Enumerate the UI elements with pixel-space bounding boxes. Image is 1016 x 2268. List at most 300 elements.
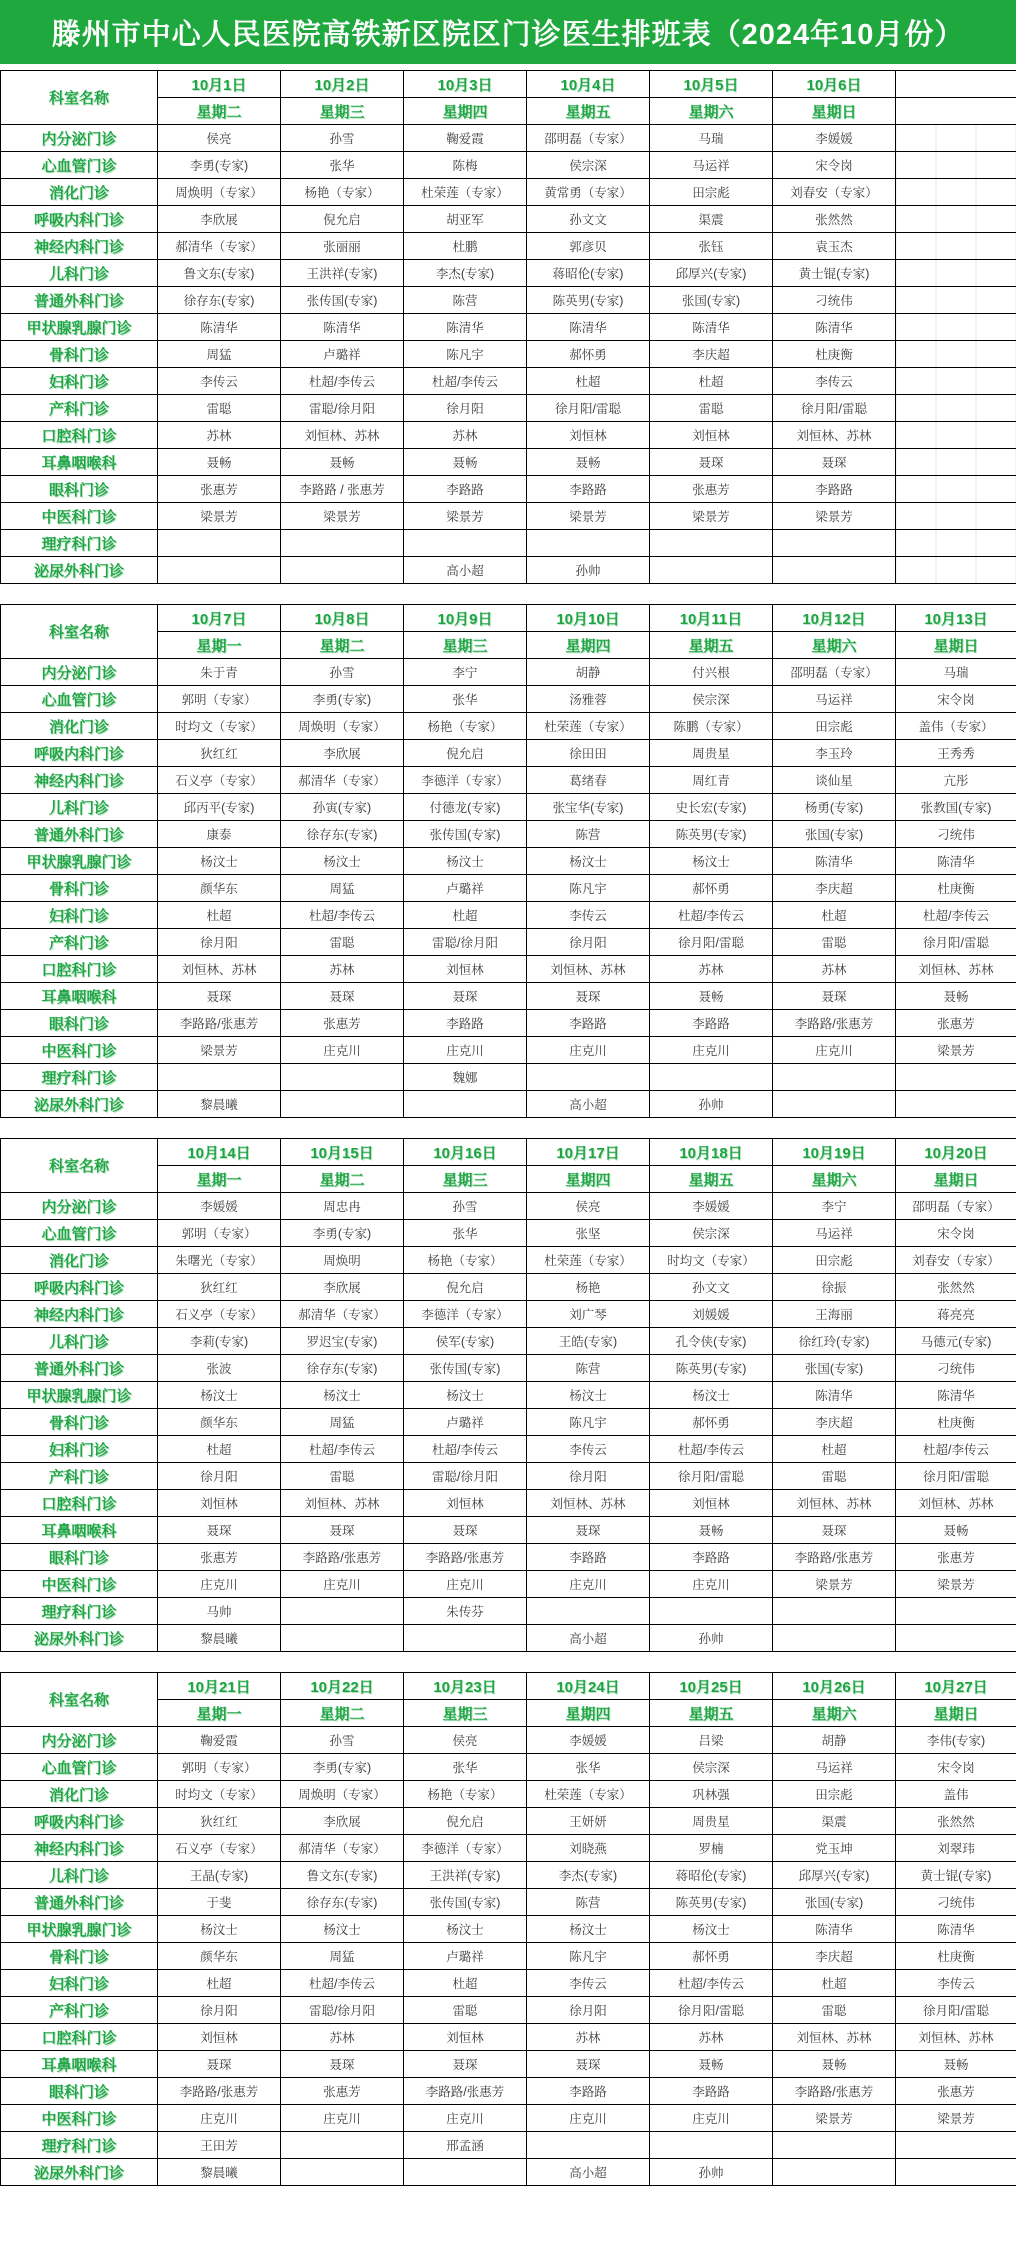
schedule-cell: 郝清华（专家）: [281, 1301, 404, 1328]
schedule-cell: 徐月阳: [404, 395, 527, 422]
schedule-cell: 李路路/张惠芳: [773, 1010, 896, 1037]
schedule-cell: 李勇(专家): [158, 152, 281, 179]
schedule-cell: 倪允启: [404, 740, 527, 767]
schedule-cell: 孔令侠(专家): [650, 1328, 773, 1355]
date-header-cell: 10月21日: [158, 1673, 281, 1700]
schedule-cell: 倪允启: [404, 1808, 527, 1835]
department-cell: 产科门诊: [1, 395, 158, 422]
table-row: [1, 983, 1016, 1010]
date-header-cell: [896, 71, 1016, 98]
department-cell: 甲状腺乳腺门诊: [1, 314, 158, 341]
schedule-cell: [896, 341, 1016, 368]
schedule-cell: 刘春安（专家）: [896, 1247, 1016, 1274]
schedule-cell: 鞠爱霞: [158, 1727, 281, 1754]
schedule-cell: 徐存东(专家): [281, 1889, 404, 1916]
schedule-cell: 张传国(专家): [404, 1889, 527, 1916]
schedule-cell: 聂琛: [773, 1517, 896, 1544]
table-row: [1, 1571, 1016, 1598]
department-cell: 中医科门诊: [1, 1037, 158, 1064]
schedule-cell: 蒋昭伦(专家): [527, 260, 650, 287]
schedule-cell: 梁景芳: [896, 2105, 1016, 2132]
schedule-cell: 聂畅: [281, 449, 404, 476]
schedule-cell: 杜鹏: [404, 233, 527, 260]
schedule-cell: 康泰: [158, 821, 281, 848]
schedule-cell: 李传云: [158, 368, 281, 395]
schedule-cell: 李路路: [527, 1010, 650, 1037]
schedule-cell: 徐月阳/雷聪: [527, 395, 650, 422]
schedule-cell: 杨汶士: [650, 1916, 773, 1943]
department-cell: 妇科门诊: [1, 1436, 158, 1463]
date-header-cell: 10月25日: [650, 1673, 773, 1700]
schedule-cell: 周猛: [281, 1409, 404, 1436]
department-cell: 内分泌门诊: [1, 659, 158, 686]
schedule-cell: [896, 368, 1016, 395]
department-cell: 心血管门诊: [1, 1754, 158, 1781]
schedule-cell: 党玉坤: [773, 1835, 896, 1862]
schedule-cell: 颜华东: [158, 1409, 281, 1436]
schedule-cell: 吕梁: [650, 1727, 773, 1754]
date-header-cell: 10月6日: [773, 71, 896, 98]
week-2-table: [0, 604, 1016, 1118]
weekday-header-cell: 星期一: [158, 1166, 281, 1193]
schedule-cell: 苏林: [773, 956, 896, 983]
schedule-cell: 庄克川: [527, 1037, 650, 1064]
schedule-cell: 杨勇(专家): [773, 794, 896, 821]
table-row: [1, 233, 1016, 260]
schedule-cell: 雷聪: [158, 395, 281, 422]
schedule-cell: 聂畅: [896, 1517, 1016, 1544]
schedule-cell: 郝怀勇: [650, 1943, 773, 1970]
schedule-cell: 付德龙(专家): [404, 794, 527, 821]
table-row: [1, 2132, 1016, 2159]
date-header-cell: 10月11日: [650, 605, 773, 632]
schedule-cell: 卢璐祥: [404, 1409, 527, 1436]
schedule-cell: 李宁: [404, 659, 527, 686]
department-cell: 神经内科门诊: [1, 1301, 158, 1328]
schedule-cell: 杜荣莲（专家）: [527, 1247, 650, 1274]
schedule-cell: 张惠芳: [896, 1544, 1016, 1571]
schedule-cell: 陈营: [527, 1889, 650, 1916]
department-cell: 甲状腺乳腺门诊: [1, 848, 158, 875]
schedule-cell: 高小超: [404, 557, 527, 584]
weekday-header-cell: 星期二: [281, 632, 404, 659]
schedule-cell: 宋令岗: [896, 1220, 1016, 1247]
weekday-header-cell: 星期三: [281, 98, 404, 125]
schedule-cell: 李路路: [650, 2078, 773, 2105]
department-cell: 妇科门诊: [1, 1970, 158, 1997]
table-row: [1, 206, 1016, 233]
department-cell: 中医科门诊: [1, 2105, 158, 2132]
schedule-cell: 王秀秀: [896, 740, 1016, 767]
department-cell: 普通外科门诊: [1, 287, 158, 314]
schedule-cell: 盖伟: [896, 1781, 1016, 1808]
schedule-cell: 周贵星: [650, 740, 773, 767]
schedule-cell: 张华: [404, 686, 527, 713]
department-cell: 口腔科门诊: [1, 422, 158, 449]
schedule-cell: 张国(专家): [650, 287, 773, 314]
schedule-cell: 刘恒林、苏林: [773, 422, 896, 449]
schedule-cell: 孙雪: [281, 125, 404, 152]
schedule-cell: 杜超/李传云: [650, 1436, 773, 1463]
department-cell: 骨科门诊: [1, 1943, 158, 1970]
schedule-cell: [281, 1598, 404, 1625]
department-cell: 心血管门诊: [1, 686, 158, 713]
table-row: [1, 1037, 1016, 1064]
schedule-cell: 陈营: [404, 287, 527, 314]
schedule-cell: 李路路: [527, 2078, 650, 2105]
table-row: [1, 902, 1016, 929]
department-cell: 产科门诊: [1, 1463, 158, 1490]
schedule-cell: 马帅: [158, 1598, 281, 1625]
department-cell: 泌尿外科门诊: [1, 557, 158, 584]
department-cell: 理疗科门诊: [1, 530, 158, 557]
department-cell: 儿科门诊: [1, 1328, 158, 1355]
department-cell: 妇科门诊: [1, 902, 158, 929]
schedule-cell: 徐月阳/雷聪: [896, 1463, 1016, 1490]
schedule-cell: 苏林: [650, 956, 773, 983]
weekday-header-cell: 星期六: [773, 1166, 896, 1193]
schedule-cell: 梁景芳: [896, 1571, 1016, 1598]
schedule-cell: 胡静: [527, 659, 650, 686]
schedule-cell: [650, 1598, 773, 1625]
department-cell: 骨科门诊: [1, 1409, 158, 1436]
schedule-cell: 李欣展: [158, 206, 281, 233]
date-header-cell: 10月10日: [527, 605, 650, 632]
schedule-cell: 陈清华: [896, 1916, 1016, 1943]
schedule-cell: 刘恒林、苏林: [896, 2024, 1016, 2051]
department-cell: 耳鼻咽喉科: [1, 1517, 158, 1544]
date-header-cell: 10月24日: [527, 1673, 650, 1700]
schedule-cell: [281, 530, 404, 557]
schedule-cell: 雷聪: [650, 395, 773, 422]
table-row: [1, 1091, 1016, 1118]
table-row: [1, 2024, 1016, 2051]
schedule-cell: 庄克川: [650, 1037, 773, 1064]
schedule-cell: 邢孟涵: [404, 2132, 527, 2159]
schedule-cell: [896, 179, 1016, 206]
schedule-cell: 刘恒林、苏林: [281, 1490, 404, 1517]
table-row: [1, 503, 1016, 530]
schedule-cell: 张丽丽: [281, 233, 404, 260]
schedule-cell: [896, 1598, 1016, 1625]
schedule-cell: 张然然: [773, 206, 896, 233]
date-header-cell: 10月26日: [773, 1673, 896, 1700]
schedule-cell: [896, 206, 1016, 233]
table-row: [1, 179, 1016, 206]
schedule-cell: 庄克川: [773, 1037, 896, 1064]
table-row: [1, 530, 1016, 557]
schedule-cell: 梁景芳: [404, 503, 527, 530]
department-cell: 消化门诊: [1, 1781, 158, 1808]
schedule-cell: 雷聪: [404, 1997, 527, 2024]
schedule-cell: 田宗彪: [650, 179, 773, 206]
schedule-cell: 李德洋（专家）: [404, 1301, 527, 1328]
department-column-header: 科室名称: [1, 605, 158, 659]
schedule-cell: 史长宏(专家): [650, 794, 773, 821]
schedule-cell: 刘恒林: [404, 1490, 527, 1517]
schedule-cell: [773, 1091, 896, 1118]
schedule-cell: 田宗彪: [773, 713, 896, 740]
schedule-cell: 时均文（专家）: [650, 1247, 773, 1274]
schedule-cell: 刘恒林: [650, 1490, 773, 1517]
table-row: [1, 1463, 1016, 1490]
schedule-cell: 张教国(专家): [896, 794, 1016, 821]
schedule-cell: 邵明磊（专家）: [527, 125, 650, 152]
table-row: [1, 740, 1016, 767]
weekday-header-cell: 星期三: [404, 1700, 527, 1727]
schedule-cell: 陈凡宇: [527, 875, 650, 902]
schedule-cell: 宋令岗: [896, 686, 1016, 713]
schedule-cell: 陈清华: [896, 1382, 1016, 1409]
schedule-cell: 刘翠玮: [896, 1835, 1016, 1862]
schedule-cell: 杜超/李传云: [650, 1970, 773, 1997]
weekday-header-cell: 星期六: [773, 1700, 896, 1727]
schedule-cell: 杜超: [158, 1970, 281, 1997]
table-row: [1, 1064, 1016, 1091]
table-row: [1, 1835, 1016, 1862]
schedule-cell: 杜超: [158, 1436, 281, 1463]
schedule-cell: 杜庚衡: [896, 1409, 1016, 1436]
table-row: [1, 929, 1016, 956]
schedule-cell: 高小超: [527, 2159, 650, 2186]
schedule-cell: 李路路/张惠芳: [158, 2078, 281, 2105]
schedule-cell: 葛绪春: [527, 767, 650, 794]
department-cell: 泌尿外科门诊: [1, 2159, 158, 2186]
schedule-cell: 周忠冉: [281, 1193, 404, 1220]
schedule-cell: 杨汶士: [404, 1916, 527, 1943]
schedule-cell: 王皓(专家): [527, 1328, 650, 1355]
schedule-cell: 胡亚军: [404, 206, 527, 233]
table-row: [1, 1754, 1016, 1781]
schedule-cell: 徐月阳: [527, 1463, 650, 1490]
schedule-cell: 庄克川: [650, 1571, 773, 1598]
schedule-cell: 郝怀勇: [650, 1409, 773, 1436]
schedule-cell: 杨艳（专家）: [404, 1781, 527, 1808]
table-row: [1, 1862, 1016, 1889]
schedule-cell: [896, 476, 1016, 503]
table-row: [1, 557, 1016, 584]
table-row: [1, 422, 1016, 449]
schedule-cell: 杜荣莲（专家）: [527, 713, 650, 740]
schedule-cell: 梁景芳: [773, 503, 896, 530]
schedule-cell: 陈英男(专家): [650, 1355, 773, 1382]
schedule-cell: 孙帅: [527, 557, 650, 584]
schedule-cell: 陈清华: [158, 314, 281, 341]
schedule-cell: 张华: [281, 152, 404, 179]
schedule-cell: 聂琛: [650, 449, 773, 476]
schedule-cell: 杜超/李传云: [404, 1436, 527, 1463]
schedule-cell: 梁景芳: [158, 503, 281, 530]
schedule-cell: 梁景芳: [650, 503, 773, 530]
schedule-cell: 狄红红: [158, 1274, 281, 1301]
schedule-cell: 苏林: [281, 2024, 404, 2051]
schedule-cell: 聂琛: [158, 2051, 281, 2078]
schedule-cell: 陈清华: [773, 1916, 896, 1943]
schedule-cell: 侯宗深: [527, 152, 650, 179]
weekday-header-cell: 星期四: [527, 1166, 650, 1193]
table-row: [1, 2105, 1016, 2132]
schedule-cell: 张华: [404, 1220, 527, 1247]
schedule-cell: 陈凡宇: [527, 1409, 650, 1436]
schedule-cell: 盖伟（专家）: [896, 713, 1016, 740]
table-row: [1, 1517, 1016, 1544]
schedule-cell: [896, 152, 1016, 179]
schedule-cell: 陈凡宇: [404, 341, 527, 368]
schedule-cell: 聂畅: [527, 449, 650, 476]
schedule-cell: 李媛媛: [527, 1727, 650, 1754]
schedule-cell: 李路路/张惠芳: [158, 1010, 281, 1037]
schedule-cell: [404, 530, 527, 557]
schedule-cell: 刘广琴: [527, 1301, 650, 1328]
schedule-cell: 梁景芳: [158, 1037, 281, 1064]
schedule-cell: 陈凡宇: [527, 1943, 650, 1970]
schedule-cell: 苏林: [281, 956, 404, 983]
schedule-cell: 徐月阳/雷聪: [650, 1463, 773, 1490]
department-cell: 神经内科门诊: [1, 1835, 158, 1862]
schedule-cell: 杜庚衡: [773, 341, 896, 368]
schedule-cell: 刘恒林、苏林: [773, 2024, 896, 2051]
department-cell: 呼吸内科门诊: [1, 206, 158, 233]
schedule-cell: [773, 2132, 896, 2159]
schedule-cell: 庄克川: [527, 2105, 650, 2132]
schedule-cell: 陈营: [527, 821, 650, 848]
department-cell: 泌尿外科门诊: [1, 1625, 158, 1652]
schedule-cell: 李宁: [773, 1193, 896, 1220]
schedule-cell: 聂琛: [281, 1517, 404, 1544]
schedule-cell: 聂琛: [527, 1517, 650, 1544]
schedule-cell: 刁统伟: [896, 1889, 1016, 1916]
schedule-cell: 陈清华: [404, 314, 527, 341]
weekday-header-cell: 星期六: [773, 632, 896, 659]
schedule-cell: 李德洋（专家）: [404, 1835, 527, 1862]
department-cell: 耳鼻咽喉科: [1, 983, 158, 1010]
schedule-cell: 付兴根: [650, 659, 773, 686]
schedule-cell: 陈清华: [773, 848, 896, 875]
schedule-cell: 卢璐祥: [404, 1943, 527, 1970]
weekday-header-cell: 星期一: [158, 632, 281, 659]
schedule-cell: 李路路/张惠芳: [773, 2078, 896, 2105]
schedule-cell: 李玉玲: [773, 740, 896, 767]
schedule-cell: 苏林: [158, 422, 281, 449]
schedule-cell: 雷聪: [773, 1997, 896, 2024]
schedule-cell: 高小超: [527, 1091, 650, 1118]
schedule-cell: 谈仙星: [773, 767, 896, 794]
table-row: [1, 1355, 1016, 1382]
schedule-cell: 杨汶士: [650, 848, 773, 875]
table-row: [1, 1808, 1016, 1835]
schedule-cell: 庄克川: [404, 2105, 527, 2132]
schedule-cell: 聂畅: [650, 983, 773, 1010]
table-row: [1, 1598, 1016, 1625]
schedule-cell: 杨汶士: [404, 848, 527, 875]
schedule-cell: 杜超/李传云: [404, 368, 527, 395]
schedule-cell: 黄士锟(专家): [896, 1862, 1016, 1889]
schedule-cell: 李传云: [527, 902, 650, 929]
table-row: [1, 2159, 1016, 2186]
schedule-cell: 于斐: [158, 1889, 281, 1916]
schedule-cell: 聂琛: [527, 983, 650, 1010]
schedule-cell: 杨汶士: [527, 848, 650, 875]
schedule-cell: 王海丽: [773, 1301, 896, 1328]
table-row: [1, 2078, 1016, 2105]
schedule-cell: 徐存东(专家): [281, 1355, 404, 1382]
schedule-cell: 梁景芳: [773, 1571, 896, 1598]
schedule-cell: 周猛: [281, 1943, 404, 1970]
schedule-cell: [773, 2159, 896, 2186]
date-header-cell: 10月2日: [281, 71, 404, 98]
schedule-cell: 亢彤: [896, 767, 1016, 794]
week-1-table: [0, 70, 1016, 584]
schedule-cell: 蒋亮亮: [896, 1301, 1016, 1328]
weekday-header-cell: 星期四: [527, 1700, 650, 1727]
schedule-cell: 张国(专家): [773, 1355, 896, 1382]
date-header-cell: 10月23日: [404, 1673, 527, 1700]
weekday-header-cell: 星期日: [896, 1700, 1016, 1727]
schedule-cell: 徐月阳/雷聪: [650, 1997, 773, 2024]
schedule-cell: 雷聪/徐月阳: [404, 929, 527, 956]
schedule-cell: 鲁文东(专家): [158, 260, 281, 287]
schedule-cell: 聂畅: [650, 2051, 773, 2078]
schedule-cell: 周猛: [158, 341, 281, 368]
table-row: [1, 314, 1016, 341]
schedule-cell: 杨汶士: [527, 1916, 650, 1943]
schedule-cell: 李杰(专家): [527, 1862, 650, 1889]
schedule-cell: 聂琛: [281, 2051, 404, 2078]
schedule-cell: 刘恒林: [650, 422, 773, 449]
table-row: [1, 152, 1016, 179]
schedule-cell: [650, 557, 773, 584]
department-cell: 儿科门诊: [1, 260, 158, 287]
schedule-cell: 渠震: [650, 206, 773, 233]
table-row: [1, 1727, 1016, 1754]
schedule-cell: [896, 1625, 1016, 1652]
schedule-cell: 聂畅: [896, 983, 1016, 1010]
schedule-cell: 梁景芳: [527, 503, 650, 530]
schedule-cell: 颜华东: [158, 875, 281, 902]
schedule-cell: 李德洋（专家）: [404, 767, 527, 794]
schedule-cell: 李莉(专家): [158, 1328, 281, 1355]
table-row: [1, 848, 1016, 875]
date-header-cell: 10月7日: [158, 605, 281, 632]
schedule-cell: 杜超/李传云: [281, 1436, 404, 1463]
schedule-cell: 马瑞: [650, 125, 773, 152]
schedule-cell: 聂畅: [896, 2051, 1016, 2078]
table-row: [1, 1220, 1016, 1247]
schedule-cell: [896, 449, 1016, 476]
schedule-cell: [773, 1598, 896, 1625]
table-row: [1, 1193, 1016, 1220]
schedule-cell: [281, 557, 404, 584]
schedule-cell: 李路路: [527, 1544, 650, 1571]
schedule-cell: 时均文（专家）: [158, 713, 281, 740]
department-cell: 内分泌门诊: [1, 1727, 158, 1754]
schedule-cell: 张惠芳: [896, 1010, 1016, 1037]
department-cell: 眼科门诊: [1, 476, 158, 503]
schedule-cell: 郭明（专家）: [158, 686, 281, 713]
schedule-cell: 高小超: [527, 1625, 650, 1652]
department-cell: 理疗科门诊: [1, 2132, 158, 2159]
schedule-cell: 李路路: [527, 476, 650, 503]
schedule-cell: 马运祥: [773, 686, 896, 713]
schedule-cell: 卢璐祥: [281, 341, 404, 368]
schedule-cell: 田宗彪: [773, 1247, 896, 1274]
table-row: [1, 476, 1016, 503]
schedule-cell: [281, 1091, 404, 1118]
schedule-cell: 刘恒林、苏林: [281, 422, 404, 449]
schedule-cell: 聂琛: [404, 2051, 527, 2078]
schedule-cell: 陈鹏（专家）: [650, 713, 773, 740]
schedule-cell: 杨汶士: [650, 1382, 773, 1409]
